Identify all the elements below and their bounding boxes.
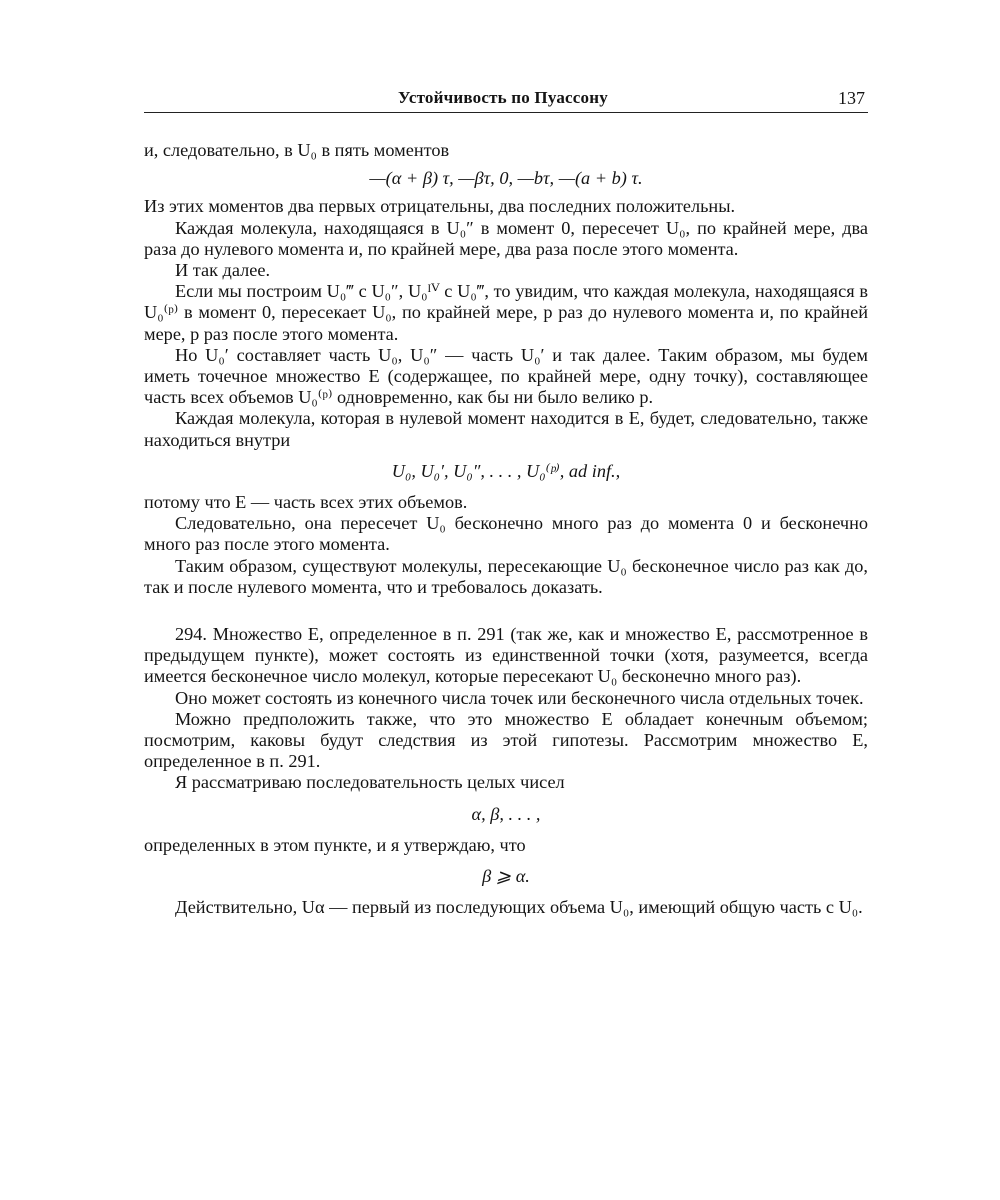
paragraph: Каждая молекула, которая в нулевой момент находится в E, будет, следовательно, также находиться внутри: [144, 408, 868, 450]
formula-moments: —(α + β) τ, —βτ, 0, —bτ, —(a + b) τ.: [369, 168, 643, 189]
paragraph: Я рассматриваю последовательность целых чисел: [175, 772, 565, 793]
paragraph: Следовательно, она пересечет U₀ бесконечно много раз до момента 0 и бесконечно много раз после этого момента.: [144, 513, 868, 555]
paragraph: Если мы построим U₀‴ с U₀″, U₀ᴵⱽ с U₀‴, то увидим, что каждая молекула, находящаяся в U₀⁽ᵖ⁾ в момент 0, пересекает U₀, по крайней мере, p раз до нулевого момента и, по крайней мере, p раз после этого момента.: [144, 281, 868, 344]
section-294-paragraph: 294. Множество E, определенное в п. 291 (так же, как и множество E, рассмотренное в предыдущем пункте), может состоять из единственной точки (хотя, разумеется, всегда имеется бесконечное число молекул, которые пересекают U₀ бесконечно много раз).: [144, 624, 868, 687]
paragraph: Можно предположить также, что это множество E обладает конечным объемом; посмотрим, каковы будут следствия из этой гипотезы. Рассмотрим множество E, определенное в п. 291.: [144, 708, 868, 772]
header-rule: [144, 112, 868, 113]
paragraph: потому что E — часть всех этих объемов.: [144, 492, 468, 513]
formula-inequality: β ⩾ α.: [482, 866, 530, 887]
paragraph: Из этих моментов два первых отрицательны, два последних положительны.: [144, 196, 736, 217]
paragraph: и, следовательно, в U₀ в пять моментов: [144, 140, 450, 160]
paragraph: Оно может состоять из конечного числа точек или бесконечного числа отдельных точек.: [175, 687, 864, 708]
formula-volumes: U₀, U₀′, U₀″, . . . , U₀⁽ᵖ⁾, ad inf.,: [391, 460, 621, 481]
paragraph: Действительно, Uα — первый из последующих объема U₀, имеющий общую часть с U₀.: [175, 897, 863, 918]
paragraph: Но U₀′ составляет часть U₀, U₀″ — часть U₀′ и так далее. Таким образом, мы будем иметь точечное множество E (содержащее, по крайней мере, одну точку), составляющее часть всех объемов U₀⁽ᵖ⁾ одновременно, как бы ни было велико p.: [144, 344, 868, 408]
paragraph: И так далее.: [175, 260, 271, 281]
paragraph: определенных в этом пункте, и я утверждаю, что: [144, 834, 526, 855]
page-number: 137: [838, 88, 865, 108]
page-body: [144, 140, 868, 919]
running-header-title: Устойчивость по Пуассону: [398, 88, 608, 107]
formula-sequence: α, β, . . . ,: [471, 803, 541, 824]
paragraph: Каждая молекула, находящаяся в U₀″ в момент 0, пересечет U₀, по крайней мере, два раза до нулевого момента и, по крайней мере, два раза после этого момента.: [144, 217, 868, 259]
paragraph: Таким образом, существуют молекулы, пересекающие U₀ бесконечное число раз как до, так и после нулевого момента, что и требовалось доказать.: [144, 555, 868, 597]
